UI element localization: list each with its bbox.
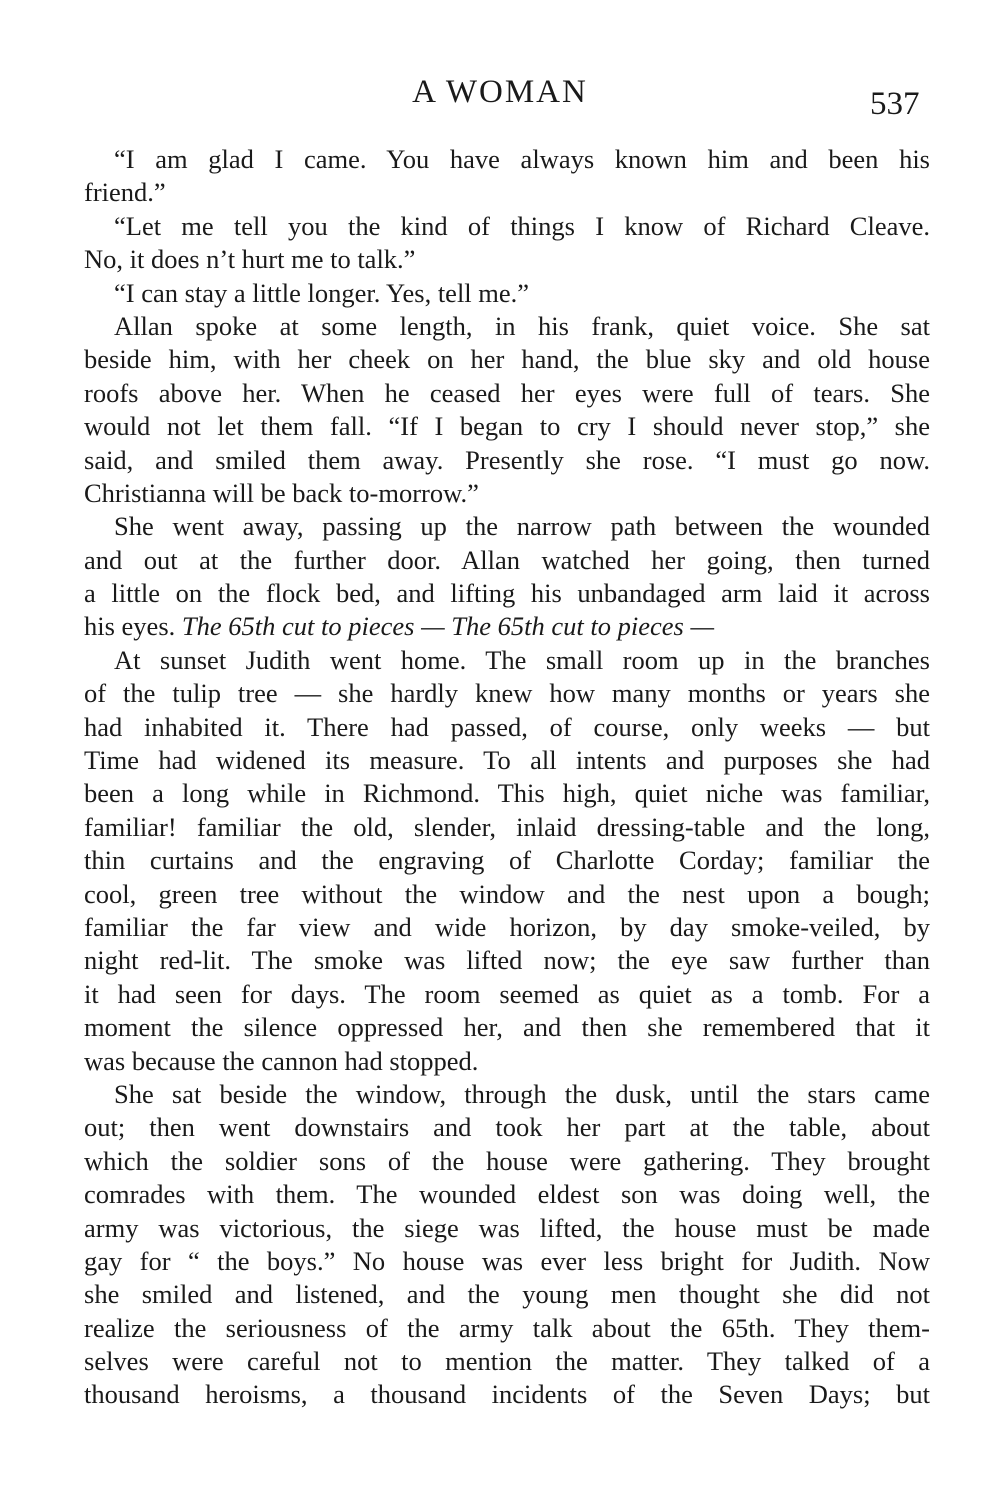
text-line-content: “I can stay a little longer. Yes, tell me.”: [114, 277, 530, 308]
text-line-content: Christianna will be back to-morrow.”: [84, 477, 479, 508]
text-line-content: said, and smiled them away. Presently she rose. “I must go now.: [84, 444, 930, 475]
text-line: [84, 1145, 930, 1178]
text-line-content: Time had widened its measure. To all intents and purposes she had: [84, 745, 930, 776]
text-line: [84, 1312, 930, 1345]
text-line: [84, 944, 930, 977]
text-line-content: it had seen for days. The room seemed as quiet as a tomb. For a: [84, 978, 930, 1009]
text-line: [84, 243, 930, 276]
italic-text: The 65th cut to pieces — The 65th cut to pieces —: [181, 611, 715, 642]
text-line: [84, 343, 930, 376]
text-line: [84, 978, 930, 1011]
text-line-content: thin curtains and the engraving of Charlotte Corday; familiar the: [84, 845, 930, 876]
text-line: [84, 1011, 930, 1044]
text-line: [84, 677, 930, 710]
text-line-content: would not let them fall. “If I began to cry I should never stop,” she: [84, 411, 930, 442]
text-line-content: gay for “ the boys.” No house was ever less bright for Judith. Now: [84, 1245, 930, 1276]
text-line-content: was because the cannon had stopped.: [84, 1045, 479, 1076]
text-line-content: thousand heroisms, a thousand incidents of the Seven Days; but: [84, 1379, 930, 1410]
text-line-content: No, it does n’t hurt me to talk.”: [84, 244, 416, 275]
text-line-content: At sunset Judith went home. The small room up in the branches: [114, 644, 930, 675]
text-line-content: familiar! familiar the old, slender, inlaid dressing-table and the long,: [84, 811, 930, 842]
text-line: [84, 811, 930, 844]
text-line: [84, 1111, 930, 1144]
text-line-content: moment the silence oppressed her, and then she remembered that it: [84, 1012, 930, 1043]
text-line-content: “I am glad I came. You have always known him and been his: [114, 144, 930, 174]
text-line-content: a little on the flock bed, and lifting his unbandaged arm laid it across: [84, 578, 930, 609]
text-line: [84, 176, 930, 209]
text-line: [84, 143, 930, 176]
text-line: [84, 577, 930, 610]
text-line: [84, 377, 930, 410]
text-line-content: and out at the further door. Allan watched her going, then turned: [84, 544, 930, 575]
text-line: [84, 210, 930, 243]
text-line-content: comrades with them. The wounded eldest son was doing well, the: [84, 1179, 930, 1210]
text-line: [84, 1045, 930, 1078]
text-line-content: she smiled and listened, and the young men thought she did not: [84, 1279, 930, 1310]
text-line: [84, 644, 930, 677]
text-line-content: cool, green tree without the window and the nest upon a bough;: [84, 878, 930, 909]
text-line-content: “Let me tell you the kind of things I know of Richard Cleave.: [114, 210, 930, 241]
text-line: [84, 410, 930, 443]
text-line: [84, 744, 930, 777]
text-line-content: army was victorious, the siege was lifted, the house must be made: [84, 1212, 930, 1243]
text-line-content: been a long while in Richmond. This high, quiet niche was familiar,: [84, 778, 930, 809]
text-line: [84, 1078, 930, 1111]
text-line: [84, 1278, 930, 1311]
text-line-content: beside him, with her cheek on her hand, the blue sky and old house: [84, 344, 930, 375]
text-line-content: roofs above her. When he ceased her eyes were full of tears. She: [84, 377, 930, 408]
text-line: [84, 444, 930, 477]
text-line-content: out; then went downstairs and took her part at the table, about: [84, 1112, 930, 1143]
text-line: [84, 277, 930, 310]
text-line-content: realize the seriousness of the army talk about the 65th. They them-: [84, 1312, 930, 1343]
text-line: [84, 878, 930, 911]
text-line-content: Allan spoke at some length, in his frank, quiet voice. She sat: [114, 310, 930, 341]
text-line: [84, 844, 930, 877]
text-line-content: She sat beside the window, through the dusk, until the stars came: [114, 1078, 930, 1109]
text-line-content: which the soldier sons of the house were gathering. They brought: [84, 1145, 930, 1176]
text-line: [84, 610, 930, 643]
body-text: [84, 143, 930, 1412]
running-head: A WOMAN: [412, 74, 588, 110]
text-line-content: familiar the far view and wide horizon, by day smoke-veiled, by: [84, 911, 930, 942]
text-line-content: of the tulip tree — she hardly knew how many months or years she: [84, 678, 930, 709]
text-line: [84, 911, 930, 944]
text-line: [84, 1178, 930, 1211]
text-line-content: had inhabited it. There had passed, of course, only weeks — but: [84, 711, 930, 742]
text-line: [84, 477, 930, 510]
text-line-content: friend.”: [84, 177, 166, 208]
text-line-content: She went away, passing up the narrow path between the wounded: [114, 511, 930, 542]
text-line: [84, 777, 930, 810]
text-line: [84, 1212, 930, 1245]
text-line: [84, 310, 930, 343]
page-number: 537: [870, 86, 920, 122]
text-line: [84, 544, 930, 577]
text-line-content: his eyes.: [84, 611, 182, 642]
text-line: [84, 1245, 930, 1278]
text-line: [84, 1378, 930, 1411]
text-line-content: selves were careful not to mention the matter. They talked of a: [84, 1346, 930, 1377]
text-line: [84, 1345, 930, 1378]
text-line: [84, 510, 930, 543]
text-line-content: night red-lit. The smoke was lifted now; the eye saw further than: [84, 945, 930, 976]
text-line: [84, 711, 930, 744]
